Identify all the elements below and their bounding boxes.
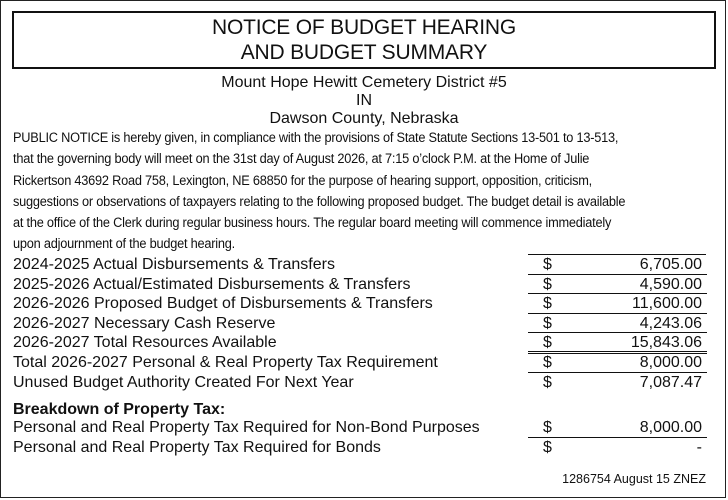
breakdown-row [13,418,713,438]
notice-line: at the office of the Clerk during regular business hours. The regular board meeting will commence immediately [13,215,612,232]
entity-name: Mount Hope Hewitt Cemetery District #5 [221,74,507,91]
budget-row-amount: 7,087.47 [639,373,702,391]
breakdown-table [13,418,713,457]
budget-row [13,333,713,353]
budget-row [13,294,713,314]
currency-symbol: $ [543,419,552,436]
budget-row-label: 2026-2027 Necessary Cash Reserve [13,314,276,332]
budget-row-amount: 8,000.00 [639,353,702,371]
budget-row [13,373,713,393]
title-line-1: NOTICE OF BUDGET HEARING [211,16,516,39]
currency-symbol: $ [543,275,552,293]
currency-symbol: $ [543,295,552,313]
budget-row-label: Total 2026-2027 Personal & Real Property Tax Requirement [13,353,438,371]
title-line-2: AND BUDGET SUMMARY [240,41,488,64]
notice-line: suggestions or observations of taxpayers relating to the following proposed budget. The budget detail is available [13,193,626,210]
budget-row [13,314,713,334]
budget-row [13,353,713,373]
budget-row-label: 2026-2026 Proposed Budget of Disbursements & Transfers [13,295,433,313]
budget-row-amount: 4,243.06 [639,314,702,332]
budget-row-label: Unused Budget Authority Created For Next Year [13,373,354,391]
notice-line: that the governing body will meet on the 31st day of August 2026, at 7:15 o’clock P.M. at the Home of Julie [13,151,590,168]
currency-symbol: $ [543,438,552,456]
notice-line: upon adjournment of the budget hearing. [13,236,235,253]
budget-row-label: 2025-2026 Actual/Estimated Disbursements & Transfers [13,275,411,293]
budget-row-label: 2024-2025 Actual Disbursements & Transfers [13,256,335,273]
entity-header [0,74,728,128]
budget-row [13,275,713,295]
breakdown-row-amount: - [696,438,702,456]
breakdown-row-label: Personal and Real Property Tax Required for Non-Bond Purposes [13,419,480,436]
entity-in: IN [356,92,372,109]
breakdown-row [13,438,713,458]
notice-line: Rickertson 43692 Road 758, Lexington, NE 68850 for the purpose of hearing support, opposition, criticism, [13,172,592,189]
budget-row-amount: 6,705.00 [639,256,702,273]
breakdown-heading: Breakdown of Property Tax: [13,401,226,418]
currency-symbol: $ [543,334,552,352]
breakdown-row-amount: 8,000.00 [639,419,702,436]
breakdown-row-label: Personal and Real Property Tax Required for Bonds [13,438,381,456]
currency-symbol: $ [543,256,552,273]
notice-line: PUBLIC NOTICE is hereby given, in compliance with the provisions of State Statute Sections 13-501 to 13-513, [13,130,619,146]
currency-symbol: $ [543,314,552,332]
budget-row [13,255,713,275]
public-notice-text [13,128,718,256]
budget-row-amount: 15,843.06 [630,334,702,352]
currency-symbol: $ [543,353,552,371]
budget-row-amount: 11,600.00 [632,295,702,313]
entity-county: Dawson County, Nebraska [269,110,459,127]
budget-row-label: 2026-2027 Total Resources Available [13,334,277,352]
budget-row-amount: 4,590.00 [639,275,702,293]
notice-title-box [12,11,716,69]
publication-footer: 1286754 August 15 ZNEZ [562,472,706,486]
currency-symbol: $ [543,373,552,391]
budget-summary-table [13,255,713,392]
